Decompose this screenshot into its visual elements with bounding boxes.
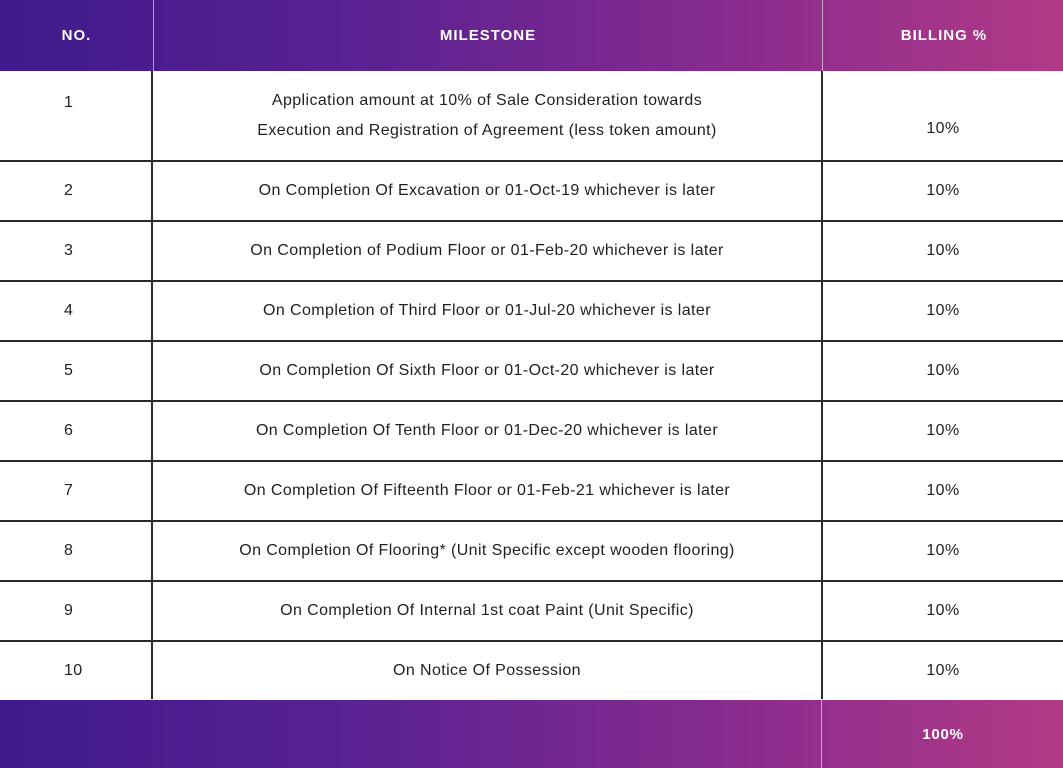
row-milestone: On Completion of Third Floor or 01-Jul-20 whichever is later xyxy=(151,282,823,340)
row-number: 4 xyxy=(64,302,74,319)
table-row xyxy=(0,522,1063,582)
row-billing: 10% xyxy=(926,242,960,259)
table-row xyxy=(0,222,1063,282)
row-milestone: On Completion Of Tenth Floor or 01-Dec-20 whichever is later xyxy=(151,402,823,460)
row-number: 9 xyxy=(64,602,74,619)
row-milestone-line: Application amount at 10% of Sale Consideration towards xyxy=(271,91,703,109)
table-row xyxy=(0,642,1063,699)
row-billing: 10% xyxy=(926,362,960,379)
row-number: 10 xyxy=(64,661,83,679)
row-milestone xyxy=(151,71,823,160)
row-number: 8 xyxy=(64,542,74,559)
table-header xyxy=(0,0,1063,71)
header-no: NO. xyxy=(61,27,92,44)
row-milestone: On Completion Of Sixth Floor or 01-Oct-20 whichever is later xyxy=(151,342,823,400)
table-row xyxy=(0,162,1063,222)
row-billing: 10% xyxy=(926,422,960,439)
header-billing: BILLING % xyxy=(822,0,1063,71)
row-number: 5 xyxy=(64,362,74,379)
row-milestone: On Completion Of Excavation or 01-Oct-19 whichever is later xyxy=(151,162,823,220)
table-row xyxy=(0,282,1063,342)
billing-total: 100% xyxy=(922,725,964,743)
row-billing: 10% xyxy=(926,302,960,319)
row-number: 6 xyxy=(64,422,74,439)
row-number: 7 xyxy=(64,482,74,499)
table-footer xyxy=(0,700,1063,768)
footer-spacer xyxy=(0,700,822,768)
row-milestone: On Completion of Podium Floor or 01-Feb-20 whichever is later xyxy=(151,222,823,280)
table-body xyxy=(0,71,1063,699)
row-milestone: On Completion Of Internal 1st coat Paint (Unit Specific) xyxy=(151,582,823,640)
row-milestone: On Notice Of Possession xyxy=(151,642,823,699)
row-number: 2 xyxy=(64,182,74,199)
row-milestone: On Completion Of Flooring* (Unit Specific except wooden flooring) xyxy=(151,522,823,580)
table-row xyxy=(0,582,1063,642)
row-billing: 10% xyxy=(926,120,960,137)
row-billing: 10% xyxy=(926,182,960,199)
row-number: 1 xyxy=(64,94,74,111)
row-milestone-line: Execution and Registration of Agreement (less token amount) xyxy=(257,121,717,139)
table-row xyxy=(0,462,1063,522)
header-milestone: MILESTONE xyxy=(153,0,822,71)
row-number: 3 xyxy=(64,242,74,259)
row-billing: 10% xyxy=(926,542,960,559)
table-row xyxy=(0,71,1063,162)
table-row xyxy=(0,342,1063,402)
row-billing: 10% xyxy=(926,482,960,499)
row-billing: 10% xyxy=(926,602,960,619)
row-milestone: On Completion Of Fifteenth Floor or 01-Feb-21 whichever is later xyxy=(151,462,823,520)
row-billing: 10% xyxy=(926,661,960,679)
table-row xyxy=(0,402,1063,462)
